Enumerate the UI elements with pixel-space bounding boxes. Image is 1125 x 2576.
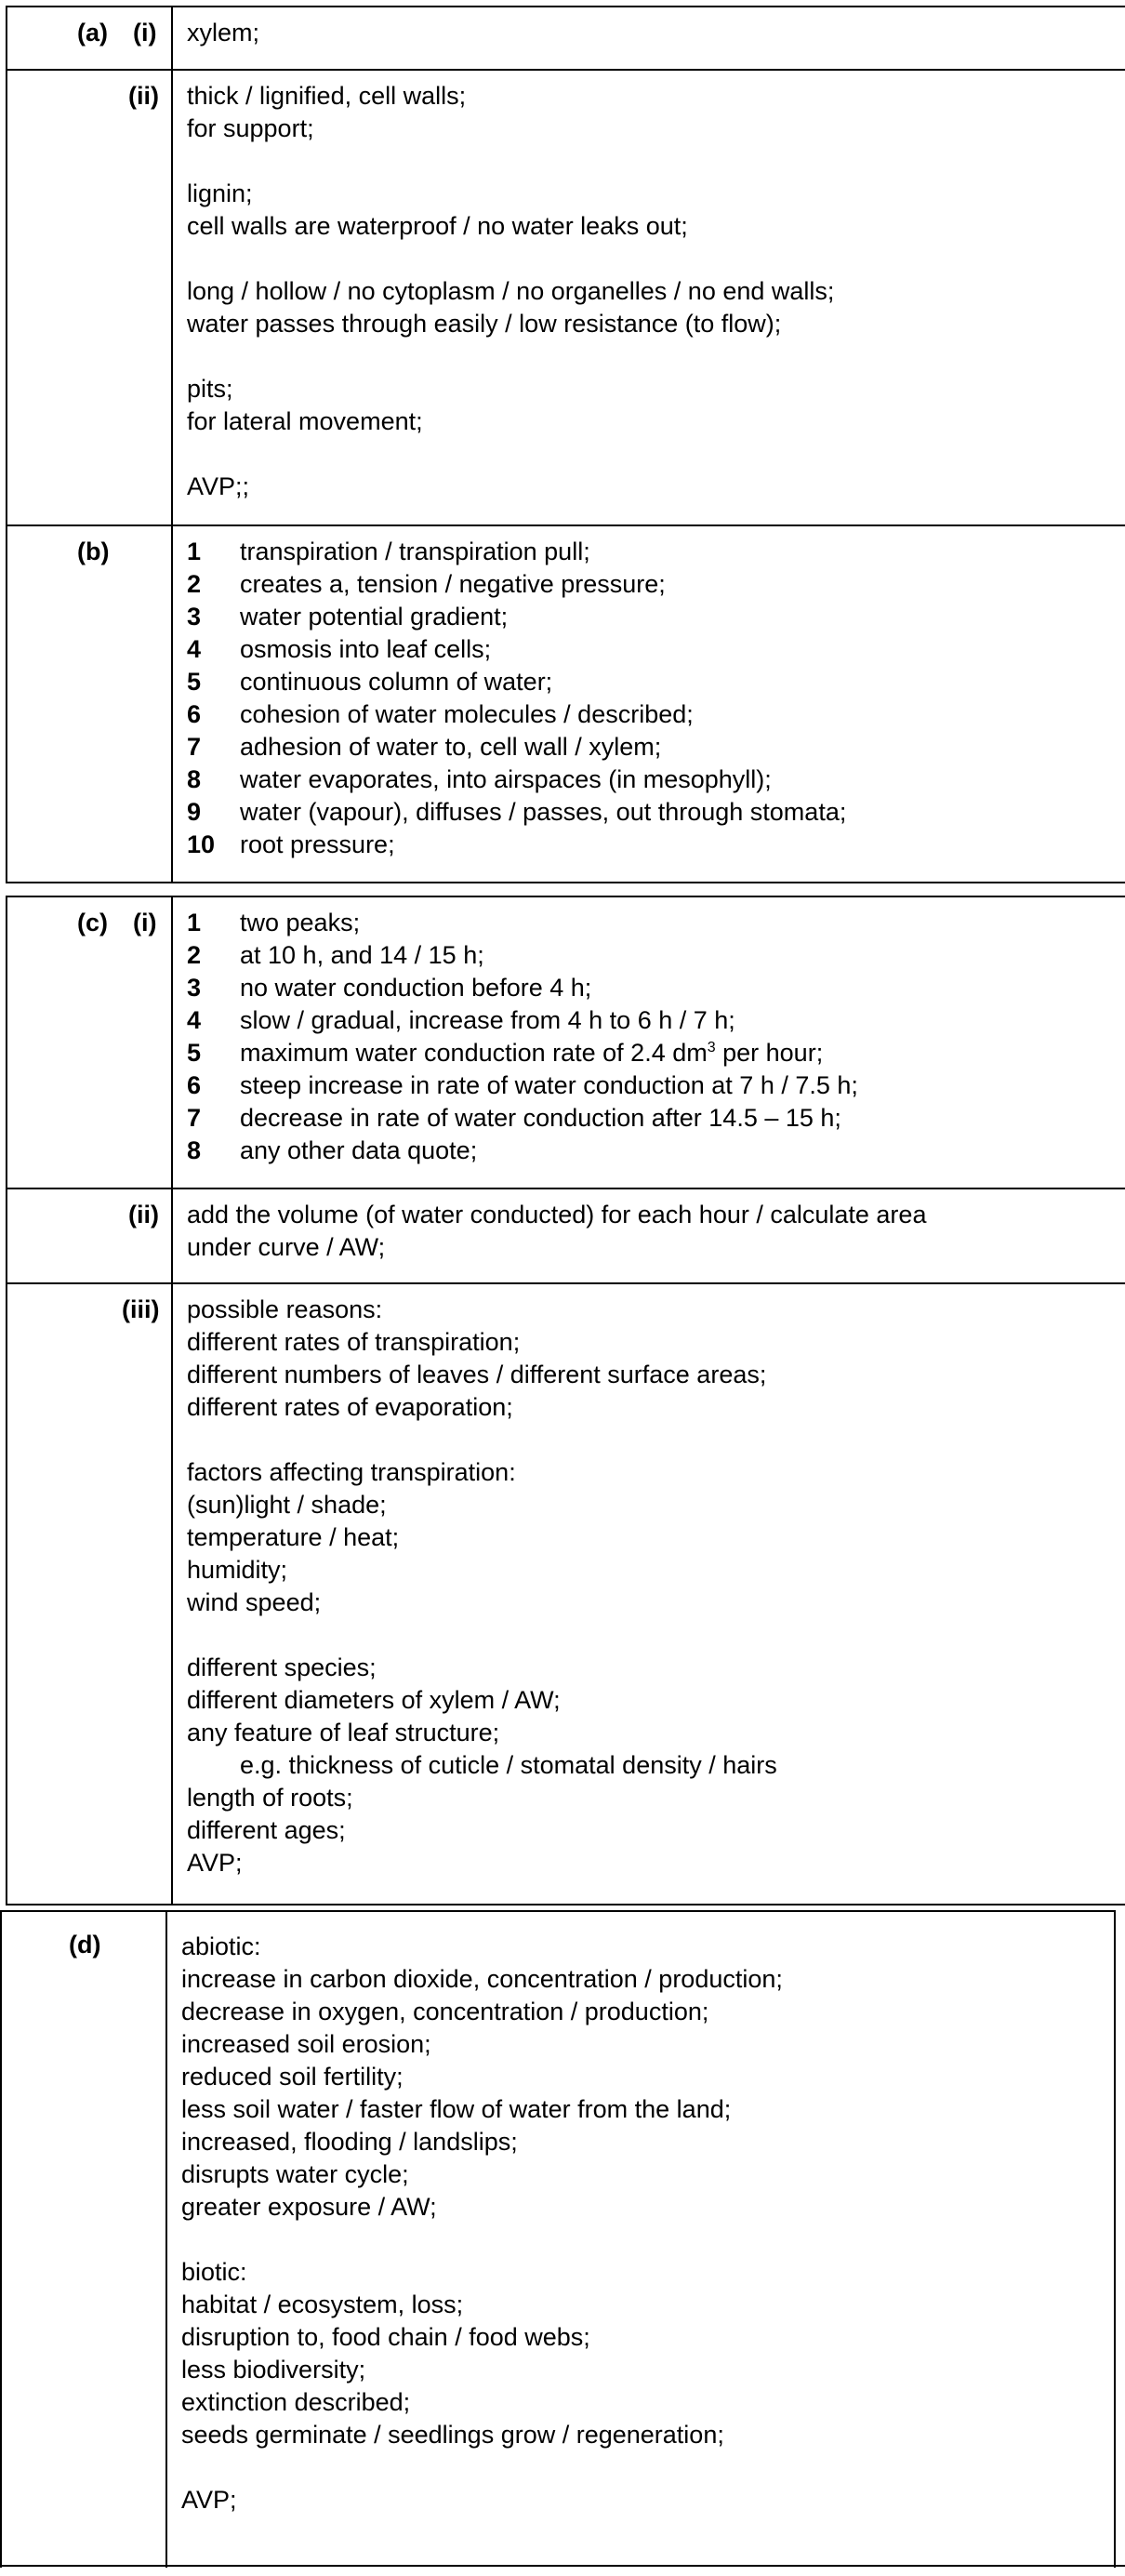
answer-line: decrease in oxygen, concentration / production; [181,1998,709,2025]
numbered-point [187,1069,1125,1102]
answer-line: xylem; [187,19,260,46]
answer-line: reduced soil fertility; [181,2063,404,2091]
answer-line: disruption to, food chain / food webs; [181,2323,590,2351]
answer-line: any feature of leaf structure; [187,1719,500,1746]
point-text: no water conduction before 4 h; [240,974,592,1002]
point-number: 7 [187,733,202,761]
point-number: 8 [187,1136,202,1164]
row-d [2,1912,1114,2568]
label-cell [7,897,173,1188]
label-cell [2,1912,167,2568]
answer-line: wind speed; [187,1588,322,1616]
subpart-label-a-i: (i) [133,19,157,46]
row-a-ii [7,71,1125,526]
numbered-point [187,1037,1125,1069]
answer-line: disrupts water cycle; [181,2160,409,2188]
point-text: water potential gradient; [240,603,509,631]
subpart-label-c-iii: (iii) [122,1295,160,1323]
point-text: at 10 h, and 14 / 15 h; [240,941,484,969]
point-text: maximum water conduction rate of 2.4 dm [240,1039,708,1067]
label-cell [7,1284,173,1904]
answer-line: extinction described; [181,2388,411,2416]
question-label-a: (a) [77,19,108,46]
point-text: root pressure; [240,830,395,858]
row-b [7,526,1125,883]
answer-line: increase in carbon dioxide, concentration / production; [181,1965,783,1993]
answer-line: for support; [187,114,314,142]
answer-line: abiotic: [181,1932,261,1960]
point-text: transpiration / transpiration pull; [240,538,590,565]
point-number: 5 [187,1039,202,1067]
answer-line: length of roots; [187,1784,353,1812]
point-number: 6 [187,700,202,728]
point-number: 5 [187,668,202,696]
answer-line: possible reasons: [187,1295,383,1323]
row-a-i [7,7,1125,71]
numbered-point [187,666,1125,698]
answer-line: less soil water / faster flow of water from the land; [181,2095,732,2123]
answer-line: lignin; [187,179,253,207]
answer-c-iii [173,1284,1125,1904]
answer-line: different numbers of leaves / different surface areas; [187,1361,767,1388]
point-text: slow / gradual, increase from 4 h to 6 h / 7 h; [240,1006,735,1034]
mark-scheme-table-c [6,896,1125,1905]
point-text: continuous column of water; [240,668,553,696]
point-number: 9 [187,798,202,826]
point-text: cohesion of water molecules / described; [240,700,694,728]
point-number: 3 [187,974,202,1002]
answer-c-i [173,897,1125,1188]
answer-line: AVP;; [187,472,250,500]
subpart-label-a-ii: (ii) [128,82,159,110]
point-number: 2 [187,570,202,598]
question-label-c: (c) [77,909,108,936]
answer-line: under curve / AW; [187,1233,386,1261]
answer-line: cell walls are waterproof / no water leaks out; [187,212,688,240]
numbered-point [187,764,1125,796]
mark-scheme-table-d [0,1910,1116,2568]
numbered-point [187,1102,1125,1135]
answer-line: different diameters of xylem / AW; [187,1686,561,1714]
answer-line: increased, flooding / landslips; [181,2128,518,2156]
answer-line: factors affecting transpiration: [187,1458,516,1486]
label-cell [7,71,173,524]
point-number: 6 [187,1071,202,1099]
point-number: 1 [187,538,202,565]
answer-line: humidity; [187,1556,288,1584]
numbered-point [187,1004,1125,1037]
subpart-label-c-ii: (ii) [128,1201,159,1228]
answer-b [173,526,1125,882]
numbered-point [187,972,1125,1004]
numbered-point [187,536,1125,568]
answer-line: pits; [187,375,233,403]
answer-line: different ages; [187,1816,346,1844]
point-text: steep increase in rate of water conduction at 7 h / 7.5 h; [240,1071,858,1099]
answer-line: for lateral movement; [187,407,423,435]
point-text-tail: per hour; [715,1039,824,1067]
point-text: water (vapour), diffuses / passes, out through stomata; [240,798,847,826]
answer-line: temperature / heat; [187,1523,400,1551]
answer-line: different species; [187,1653,377,1681]
superscript: 3 [707,1040,716,1056]
point-text: osmosis into leaf cells; [240,635,492,663]
point-number: 4 [187,1006,202,1034]
mark-scheme-table-ab [6,6,1125,883]
answer-line: water passes through easily / low resistance (to flow); [187,310,782,338]
bottom-rule [0,2565,1125,2567]
label-cell [7,1189,173,1282]
question-label-b: (b) [77,538,110,565]
numbered-point [187,829,1125,861]
label-cell [7,7,173,69]
answer-line: seeds germinate / seedlings grow / regeneration; [181,2421,724,2449]
answer-line: habitat / ecosystem, loss; [181,2291,464,2318]
numbered-point [187,1135,1125,1167]
point-text: adhesion of water to, cell wall / xylem; [240,733,662,761]
answer-line: (sun)light / shade; [187,1491,387,1519]
point-number: 8 [187,765,202,793]
point-text: water evaporates, into airspaces (in mesophyll); [240,765,772,793]
point-number: 1 [187,909,202,936]
answer-line: different rates of transpiration; [187,1328,521,1356]
point-text: two peaks; [240,909,361,936]
numbered-point [187,633,1125,666]
row-c-iii [7,1284,1125,1905]
answer-line: greater exposure / AW; [181,2193,437,2221]
answer-line: thick / lignified, cell walls; [187,82,467,110]
label-cell [7,526,173,882]
answer-line: biotic: [181,2258,247,2286]
point-number: 2 [187,941,202,969]
numbered-point [187,907,1125,939]
numbered-point [187,601,1125,633]
point-number: 7 [187,1104,202,1132]
subpart-label-c-i: (i) [133,909,157,936]
point-number: 10 [187,830,216,858]
answer-c-ii [173,1189,1125,1282]
answer-line: AVP; [181,2486,237,2514]
answer-line: add the volume (of water conducted) for each hour / calculate area [187,1201,927,1228]
answer-line: less biodiversity; [181,2356,366,2383]
row-c-ii [7,1189,1125,1284]
numbered-point [187,939,1125,972]
answer-d [167,1912,1114,2568]
numbered-point [187,698,1125,731]
numbered-point [187,568,1125,601]
answer-line: different rates of evaporation; [187,1393,513,1421]
row-c-i [7,897,1125,1189]
point-text: decrease in rate of water conduction after 14.5 – 15 h; [240,1104,841,1132]
answer-line: long / hollow / no cytoplasm / no organelles / no end walls; [187,277,835,305]
numbered-point [187,796,1125,829]
answer-a-i [173,7,1125,69]
question-label-d: (d) [69,1931,101,1959]
answer-line: increased soil erosion; [181,2030,431,2058]
numbered-point [187,731,1125,764]
answer-line: AVP; [187,1849,243,1877]
point-text: creates a, tension / negative pressure; [240,570,666,598]
point-number: 3 [187,603,202,631]
answer-line-indented: e.g. thickness of cuticle / stomatal density / hairs [240,1751,777,1779]
point-number: 4 [187,635,202,663]
answer-a-ii [173,71,1125,524]
point-text: any other data quote; [240,1136,478,1164]
